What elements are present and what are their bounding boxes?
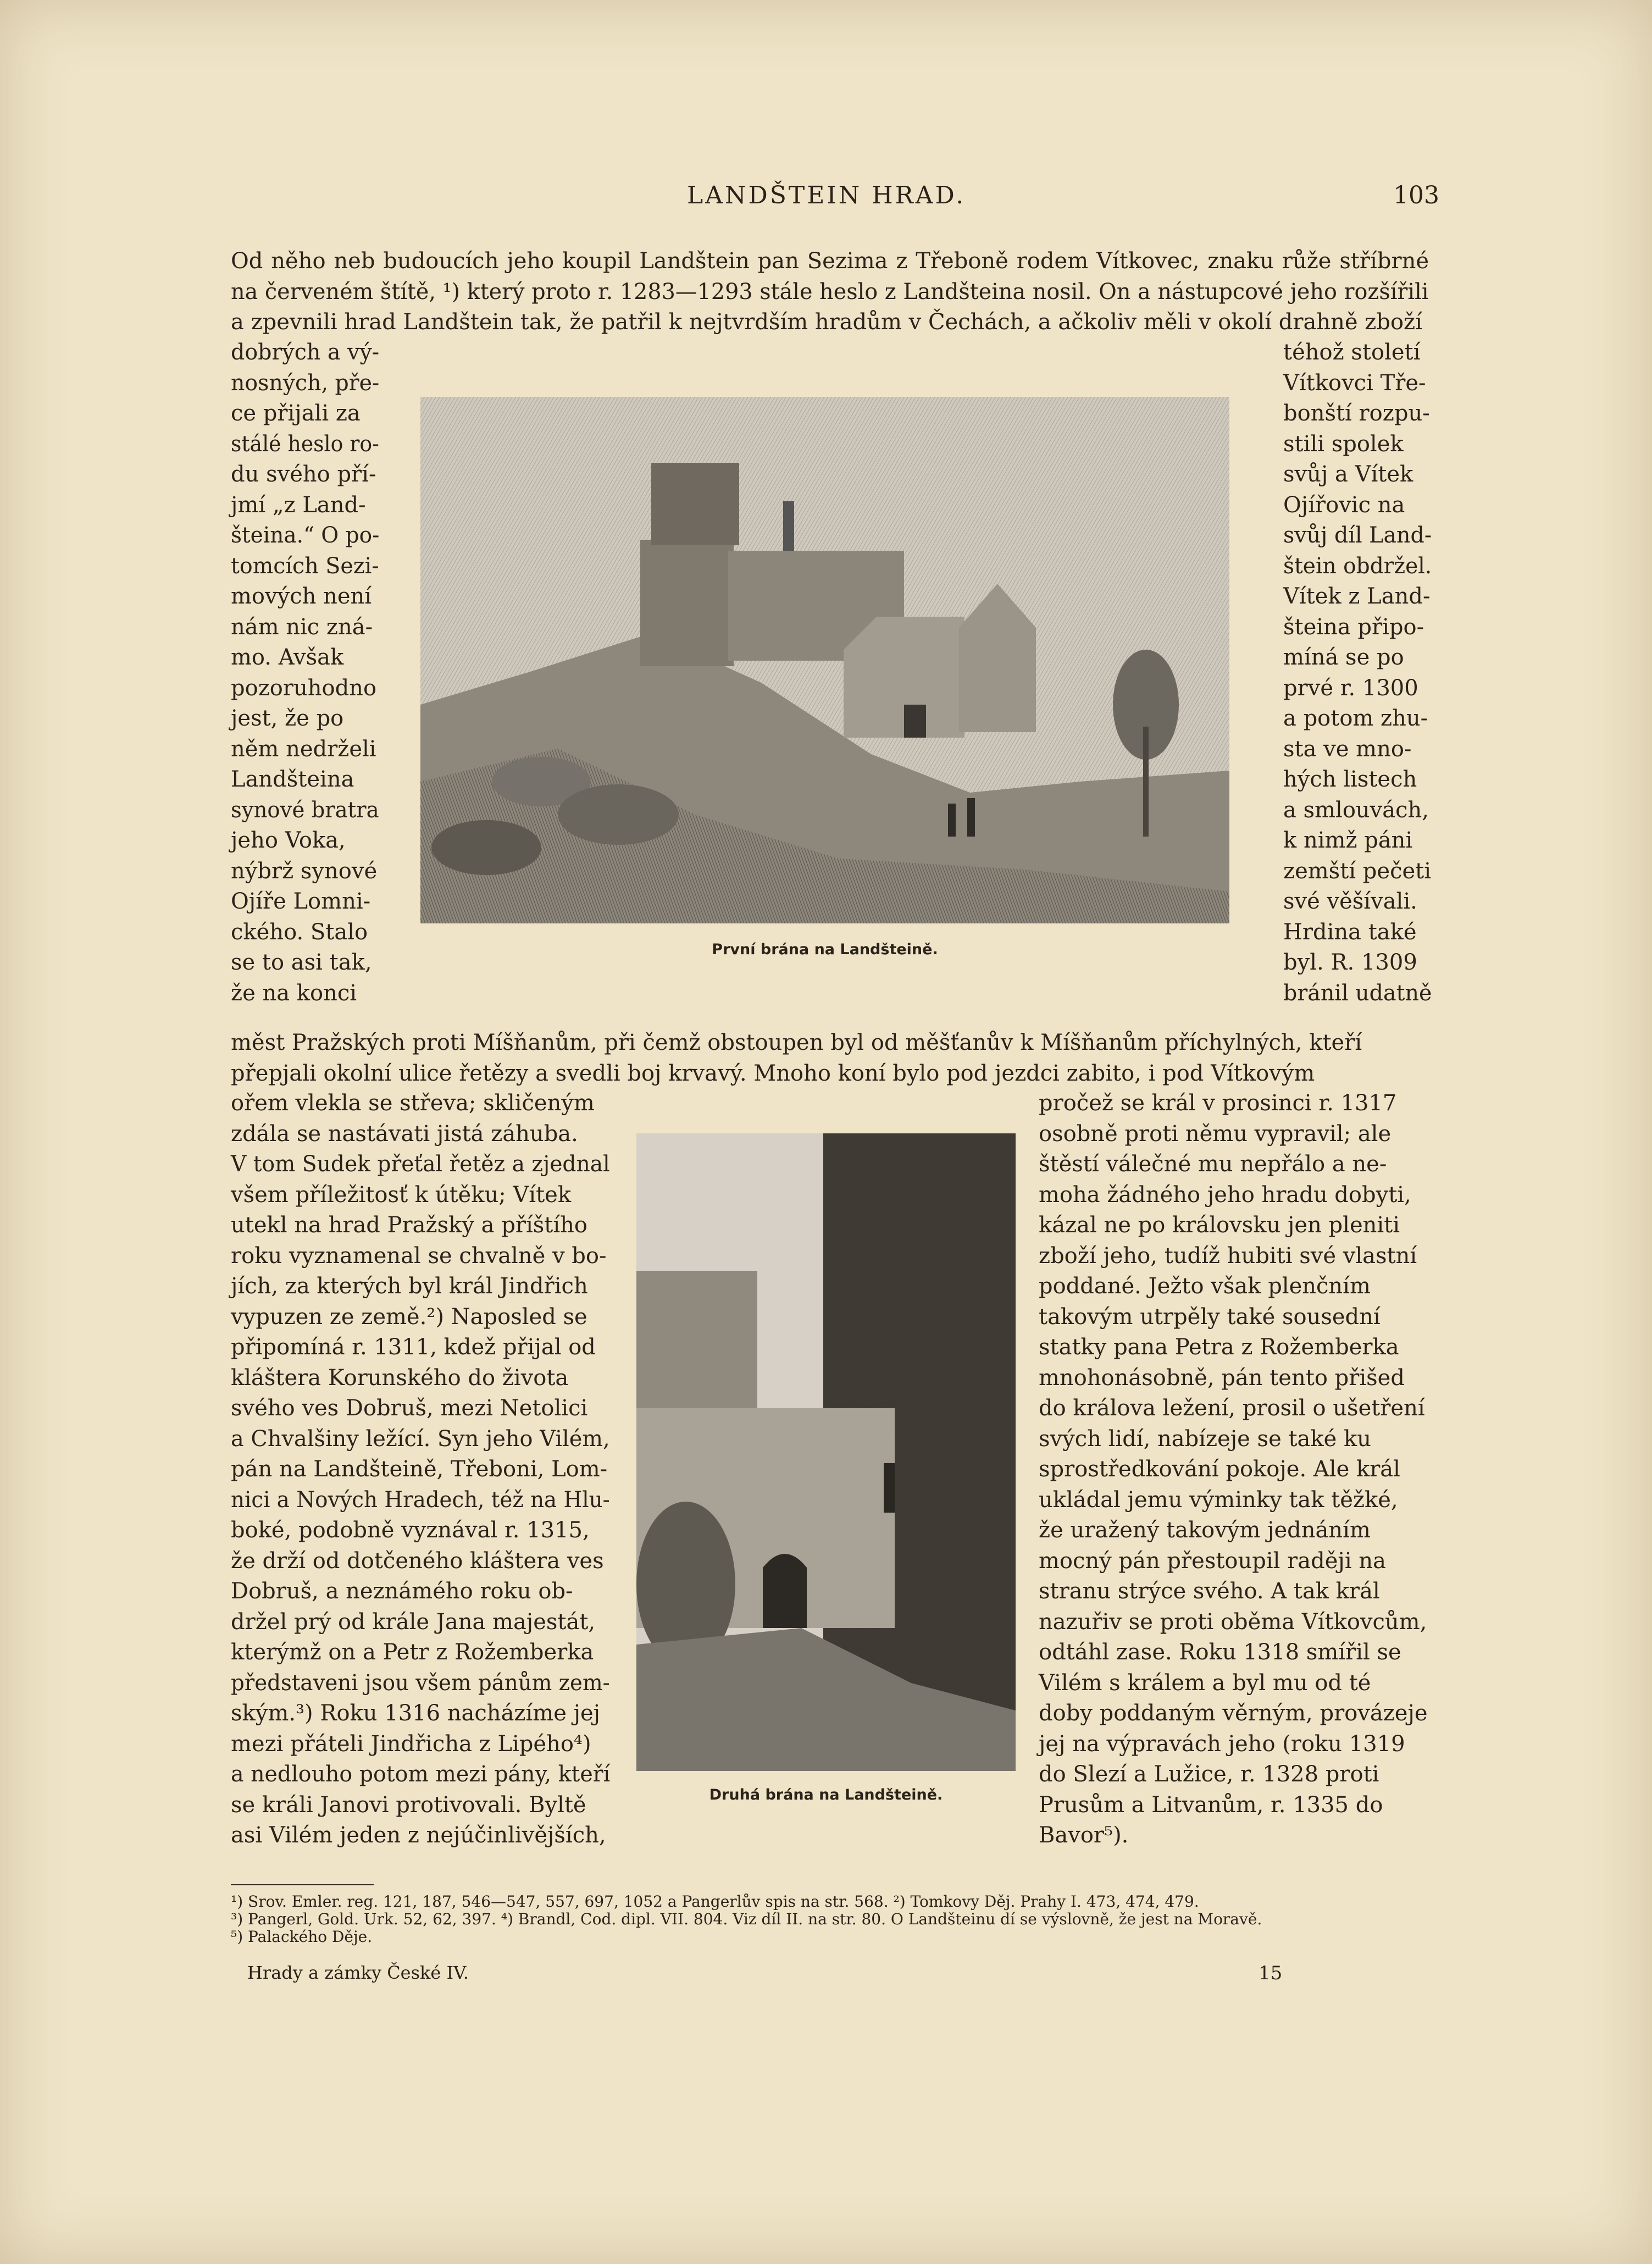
- text-line: a Chvalšiny ležící. Syn jeho Vilém,: [231, 1426, 610, 1452]
- text-line: utekl na hrad Pražský a příštího: [231, 1213, 587, 1238]
- text-line: Vítkovci Tře-: [1283, 370, 1426, 396]
- second-figure-caption: Druhá brána na Landšteině.: [709, 1786, 943, 1803]
- text-line: Ojířovic na: [1283, 492, 1405, 518]
- text-line: a potom zhu-: [1283, 706, 1428, 731]
- text-line: dobrých a vý-: [231, 340, 380, 365]
- text-line: jmí „z Land-: [231, 492, 366, 518]
- text-line: vypuzen ze země.²) Naposled se: [231, 1304, 587, 1330]
- text-line: že drží od dotčeného kláštera ves: [231, 1548, 604, 1574]
- footnote-line: ¹) Srov. Emler. reg. 121, 187, 546—547, 557, 697, 1052 a Pangerlův spis na str. 568. ²) Tomkovy Děj. Prahy I. 473, 474, 479.: [231, 1892, 1199, 1911]
- text-line: jeho Voka,: [231, 828, 346, 853]
- text-line: stranu strýce svého. A tak král: [1039, 1579, 1380, 1604]
- text-line: Landšteina: [231, 767, 354, 792]
- text-line: stálé heslo ro-: [231, 431, 379, 457]
- text-line: nazuřiv se proti oběma Vítkovcům,: [1039, 1609, 1427, 1635]
- text-line: Od něho neb budoucích jeho koupil Landštein pan Sezima z Třeboně rodem Vítkovec, znaku růže stříbrné: [231, 248, 1429, 274]
- text-line: nám nic zná-: [231, 614, 373, 640]
- text-line: zemští pečeti: [1283, 858, 1432, 884]
- first-figure-caption: První brána na Landšteině.: [712, 941, 938, 958]
- text-line: se to asi tak,: [231, 950, 372, 975]
- running-header: LANDŠTEIN HRAD.: [687, 181, 966, 209]
- text-line: hých listech: [1283, 767, 1417, 792]
- text-line: zdála se nastávati jistá záhuba.: [231, 1121, 578, 1147]
- text-line: jích, za kterých byl král Jindřich: [231, 1274, 588, 1299]
- text-line: mezi přáteli Jindřicha z Lipého⁴): [231, 1731, 591, 1757]
- text-line: du svého pří-: [231, 462, 376, 487]
- first-gate-engraving: [420, 397, 1229, 923]
- text-line: a nedlouho potom mezi pány, kteří: [231, 1762, 611, 1787]
- text-line: svého ves Dobruš, mezi Netolici: [231, 1396, 588, 1421]
- text-line: nici a Nových Hradech, též na Hlu-: [231, 1487, 610, 1513]
- text-line: sprostředkování pokoje. Ale král: [1039, 1457, 1400, 1482]
- text-line: k nimž páni: [1283, 828, 1413, 853]
- text-line: takovým utrpěly také sousední: [1039, 1304, 1381, 1330]
- text-line: byl. R. 1309: [1283, 950, 1417, 975]
- footnote-line: ³) Pangerl, Gold. Urk. 52, 62, 397. ⁴) Brandl, Cod. dipl. VII. 804. Viz díl II. na str. 80. O Landšteinu dí se výslovně, že jest na Moravě.: [231, 1910, 1262, 1928]
- text-line: Ojíře Lomni-: [231, 889, 371, 914]
- text-line: Dobruš, a neznámého roku ob-: [231, 1579, 573, 1604]
- text-line: připomíná r. 1311, kdež přijal od: [231, 1335, 596, 1360]
- intro-paragraph: [231, 246, 1429, 338]
- text-line: Hrdina také: [1283, 919, 1417, 945]
- text-line: štein obdržel.: [1283, 553, 1432, 579]
- text-line: moha žádného jeho hradu dobyti,: [1039, 1182, 1411, 1208]
- text-line: držel prý od krále Jana majestát,: [231, 1609, 596, 1635]
- text-line: svůj díl Land-: [1283, 523, 1432, 548]
- text-line: nýbrž synové: [231, 858, 378, 884]
- text-line: něm nedrželi: [231, 736, 376, 762]
- text-line: téhož století: [1283, 340, 1421, 365]
- right-column-top: [1283, 337, 1432, 1009]
- text-line: synové bratra: [231, 797, 379, 823]
- page-number: 103: [1393, 181, 1439, 209]
- footnote-line: ⁵) Palackého Děje.: [231, 1928, 373, 1946]
- middle-paragraph: [231, 1028, 1429, 1089]
- text-line: představeni jsou všem pánům zem-: [231, 1670, 610, 1696]
- text-line: roku vyznamenal se chvalně v bo-: [231, 1243, 607, 1269]
- text-line: osobně proti němu vypravil; ale: [1039, 1121, 1392, 1147]
- text-line: mo. Avšak: [231, 645, 344, 670]
- second-gate-engraving: [636, 1133, 1016, 1771]
- text-line: svůj a Vítek: [1283, 462, 1413, 487]
- text-line: nosných, pře-: [231, 370, 380, 396]
- text-line: a zpevnili hrad Landštein tak, že patřil k nejtvrdším hradům v Čechách, a ačkoliv měli v okolí drahně zboží: [231, 309, 1422, 335]
- footnote-rule: [231, 1884, 374, 1885]
- text-line: pán na Landšteině, Třeboni, Lom-: [231, 1457, 608, 1482]
- text-line: mnohonásobně, pán tento přišed: [1039, 1365, 1405, 1391]
- text-line: měst Pražských proti Míšňanům, při čemž obstoupen byl od měšťanův k Míšňanům příchylných, kteří: [231, 1030, 1362, 1055]
- text-line: kázal ne po královsku jen pleniti: [1039, 1213, 1400, 1238]
- text-line: do králova ležení, prosil o ušetření: [1039, 1396, 1425, 1421]
- text-line: V tom Sudek přeťal řetěz a zjednal: [231, 1152, 610, 1177]
- text-line: a smlouvách,: [1283, 797, 1429, 823]
- text-line: Vítek z Land-: [1283, 584, 1431, 609]
- text-line: míná se po: [1283, 645, 1404, 670]
- text-line: ským.³) Roku 1316 nacházíme jej: [231, 1701, 601, 1726]
- text-line: kterýmž on a Petr z Rožemberka: [231, 1640, 594, 1665]
- text-line: bránil udatně: [1283, 980, 1432, 1006]
- text-line: že uražený takovým jednáním: [1039, 1518, 1371, 1543]
- text-line: štěstí válečné mu nepřálo a ne-: [1039, 1152, 1387, 1177]
- text-line: ukládal jemu výminky tak těžké,: [1039, 1487, 1398, 1513]
- text-line: Prusům a Litvanům, r. 1335 do: [1039, 1792, 1383, 1818]
- text-line: doby poddaným věrným, provázeje: [1039, 1701, 1428, 1726]
- text-line: Bavor⁵).: [1039, 1823, 1129, 1848]
- text-line: ořem vlekla se střeva; skličeným: [231, 1091, 595, 1116]
- text-line: stili spolek: [1283, 431, 1404, 457]
- text-line: prvé r. 1300: [1283, 675, 1418, 701]
- text-line: všem příležitosť k útěku; Vítek: [231, 1182, 572, 1208]
- text-line: poddané. Ježto však plenčním: [1039, 1274, 1371, 1299]
- text-line: své věšívali.: [1283, 889, 1417, 914]
- text-line: sta ve mno-: [1283, 736, 1412, 762]
- right-column-bottom: [1039, 1088, 1432, 1851]
- text-line: mových není: [231, 584, 372, 609]
- text-line: kláštera Korunského do života: [231, 1365, 569, 1391]
- text-line: že na konci: [231, 980, 357, 1006]
- text-line: Vilém s králem a byl mu od té: [1039, 1670, 1371, 1696]
- left-column-top: [231, 337, 379, 1009]
- text-line: asi Vilém jeden z nejúčinlivějších,: [231, 1823, 606, 1848]
- text-line: přepjali okolní ulice řetězy a svedli boj krvavý. Mnoho koní bylo pod jezdci zabito, i pod Vítkovým: [231, 1060, 1315, 1086]
- text-line: mocný pán přestoupil raději na: [1039, 1548, 1386, 1574]
- book-title: Hrady a zámky České IV.: [247, 1962, 469, 1983]
- text-line: odtáhl zase. Roku 1318 smířil se: [1039, 1640, 1401, 1665]
- text-line: na červeném štítě, ¹) který proto r. 1283—1293 stále heslo z Landšteina nosil. On a nástupcové jeho rozšířili: [231, 279, 1429, 305]
- text-line: se králi Janovi protivovali. Byltě: [231, 1792, 586, 1818]
- text-line: jej na výpravách jeho (roku 1319: [1039, 1731, 1405, 1757]
- signature-mark: 15: [1259, 1962, 1283, 1984]
- text-line: jest, že po: [231, 706, 344, 731]
- text-line: šteina.“ O po-: [231, 523, 380, 548]
- text-line: zboží jeho, tudíž hubiti své vlastní: [1039, 1243, 1417, 1269]
- text-line: boké, podobně vyznával r. 1315,: [231, 1518, 590, 1543]
- text-line: šteina připo-: [1283, 614, 1424, 640]
- text-line: ce přijali za: [231, 401, 361, 426]
- text-line: do Slezí a Lužice, r. 1328 proti: [1039, 1762, 1379, 1787]
- text-line: tomcích Sezi-: [231, 553, 379, 579]
- text-line: statky pana Petra z Rožemberka: [1039, 1335, 1399, 1360]
- left-column-bottom: [231, 1088, 610, 1851]
- text-line: ckého. Stalo: [231, 919, 368, 945]
- text-line: svých lidí, nabízeje se také ku: [1039, 1426, 1372, 1452]
- text-line: pročež se král v prosinci r. 1317: [1039, 1091, 1397, 1116]
- text-line: bonští rozpu-: [1283, 401, 1430, 426]
- text-line: pozoruhodno: [231, 675, 377, 701]
